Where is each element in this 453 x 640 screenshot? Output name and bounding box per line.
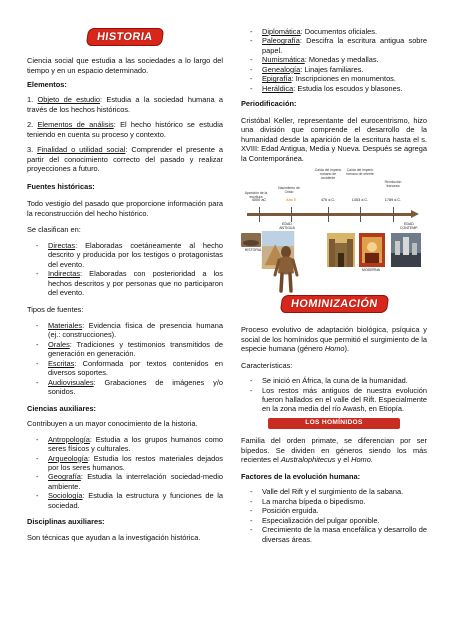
hominizacion-title: HOMINIZACIÓN [279,295,388,313]
contemporary-age-image [391,231,421,269]
auxiliares-heading: Ciencias auxiliares: [27,403,97,413]
list-item: - Especialización del pulgar oponible. [241,516,427,525]
list-item: - Crecimiento de la masa encefálica y desarrollo de diversas áreas. [241,525,427,544]
timeline-tick [328,207,329,222]
list-item: - Directas: Elaboradas coetáneamente al hecho descrito y producida por los testigos o protagonistas del evento. [27,241,223,269]
list-item: - Genealogía: Linajes familiares. [241,65,427,74]
elemento-item: 3. Finalidad o utilidad social: Comprender el presente a partir del conocimiento correcto del pasado y realizar proyecciones a futuro. [27,145,223,174]
auxiliares-text: Contribuyen a un mayor conocimiento de la historia. [27,419,198,429]
tipos-list [27,321,223,397]
disciplinas-text: Son técnicas que ayudan a la investigación histórica. [27,532,201,542]
clasifican-text: Se clasifican en: [27,225,81,235]
timeline-era: EDAD ANTIGUA [279,222,295,230]
list-item: - Heráldica: Estudia los escudos y blasones. [241,84,427,93]
list-item: - La marcha bípeda o bipedismo. [241,497,427,506]
timeline-era: HISTORIA [244,247,262,252]
factores-list [241,487,427,544]
hominid-figure-image [273,245,299,293]
left-column [27,0,223,542]
hominidos-badge: LOS HOMÍNIDOS [268,418,400,429]
timeline-date: Año 0 [286,198,296,203]
timeline-tick [291,207,292,222]
timeline-tick [393,207,394,222]
list-item: - Geografía: Estudia la interrelación sociedad-medio ambiente. [27,472,223,491]
list-item: - Materiales: Evidencia física de presencia humana (ej.: construcciones). [27,321,223,340]
elemento-item: 1. Objeto de estudio: Estudia a la sociedad humana a través de los hechos históricos. [27,95,223,114]
fuentes-heading: Fuentes históricas: [27,181,95,191]
list-item: - Se inició en África, la cuna de la humanidad. [241,376,427,385]
prehistory-image [241,233,261,247]
hominizacion-text: Proceso evolutivo de adaptación biológica, psíquica y social de los homínidos que permitió el surgimiento de la especie humana (género Homo). [241,325,427,354]
timeline-date: 4000 aC [251,198,267,203]
timeline-tick [259,207,260,222]
historia-title: HISTORIA [86,28,164,46]
caracteristicas-heading: Características: [241,360,293,370]
timeline-label: Nacimiento de Cristo [278,186,300,194]
list-item: - Audiovisuales: Grabaciones de imágenes y/o sonidos. [27,378,223,397]
timeline-label: Caída del imperio romano de oriente [346,168,374,176]
periodificacion-heading: Periodificación: [241,99,297,109]
timeline-axis [247,213,413,216]
timeline-era: EDAD CONTEMP. [399,222,419,230]
timeline-date: 1789 d.C. [384,198,402,203]
list-item: - Epigrafía: Inscripciones en monumentos. [241,74,427,83]
disciplinas-heading: Disciplinas auxiliares: [27,517,105,527]
list-item: - Diplomática: Documentos oficiales. [241,27,427,36]
timeline-date: 476 d.C. [320,198,336,203]
list-item: - Paleografía: Descifra la escritura antigua sobre papel. [241,36,427,55]
elemento-item: 2. Elementos de análisis: El hecho histórico se estudia teniendo en cuenta su proceso y contexto. [27,120,223,139]
timeline-date: 1453 d.C. [351,198,369,203]
timeline-label: Aparición de la escritura [244,191,268,199]
list-item: - Sociología: Estudia la estructura y funciones de la sociedad. [27,491,223,510]
disciplinas-list [241,27,427,93]
periodification-timeline [241,167,427,285]
periodificacion-text: Cristóbal Keller, representante del eurocentrismo, hizo una división que comprende el desarrollo de la humanidad desde la aparición de la escritura hasta el s. XVIII: Edad Antigua, Media y Nueva. Después se agrega la Contemporánea. [241,115,427,163]
timeline-label: Revolución francesa [384,180,402,188]
list-item: - Indirectas: Elaboradas con posterioridad a los hechos descritos y por personas que no participaron del evento. [27,269,223,297]
caracteristicas-list [241,376,427,414]
timeline-arrow-icon [411,210,419,218]
right-column [241,0,427,544]
timeline-era: MODERNA [362,267,380,272]
timeline-tick [360,207,361,222]
elementos-heading: Elementos: [27,80,67,90]
list-item: - Valle del Rift y el surgimiento de la sabana. [241,487,427,496]
fuentes-text: Todo vestigio del pasado que proporcione información para la reconstrucción del hecho histórico. [27,199,223,218]
list-item: - Los restos más antiguos de nuestra evolución fueron hallados en el valle del Rift. Especialmente en la zona media del río Awash, en Etiopía. [241,386,427,414]
list-item: - Posición erguida. [241,506,427,515]
list-item: - Arqueología: Estudia los restos materiales dejados por los seres humanos. [27,454,223,473]
timeline-label: Caída del imperio romano de occidente [314,168,342,180]
tipos-heading: Tipos de fuentes: [27,305,84,315]
list-item: - Antropología: Estudia a los grupos humanos como seres físicos y culturales. [27,435,223,454]
factores-heading: Factores de la evolución humana: [241,471,361,481]
castle-image [327,231,355,269]
historia-intro: Ciencia social que estudia a las sociedades a lo largo del tiempo y en un espacio determinado. [27,56,223,75]
list-item: - Orales: Tradiciones y testimonios transmitidos de generación en generación. [27,340,223,359]
clasificacion-list [27,241,223,298]
auxiliares-list [27,435,223,511]
list-item: - Escritas: Conformada por textos contenidos en diversos soportes. [27,359,223,378]
modern-age-image [359,231,385,269]
list-item: - Numismática: Monedas y medallas. [241,55,427,64]
hominidos-text: Familia del orden primate, se diferencian por ser bípedos. Se dividen en géneros siendo los más recientes el Australophitecus y el Homo. [241,436,427,465]
